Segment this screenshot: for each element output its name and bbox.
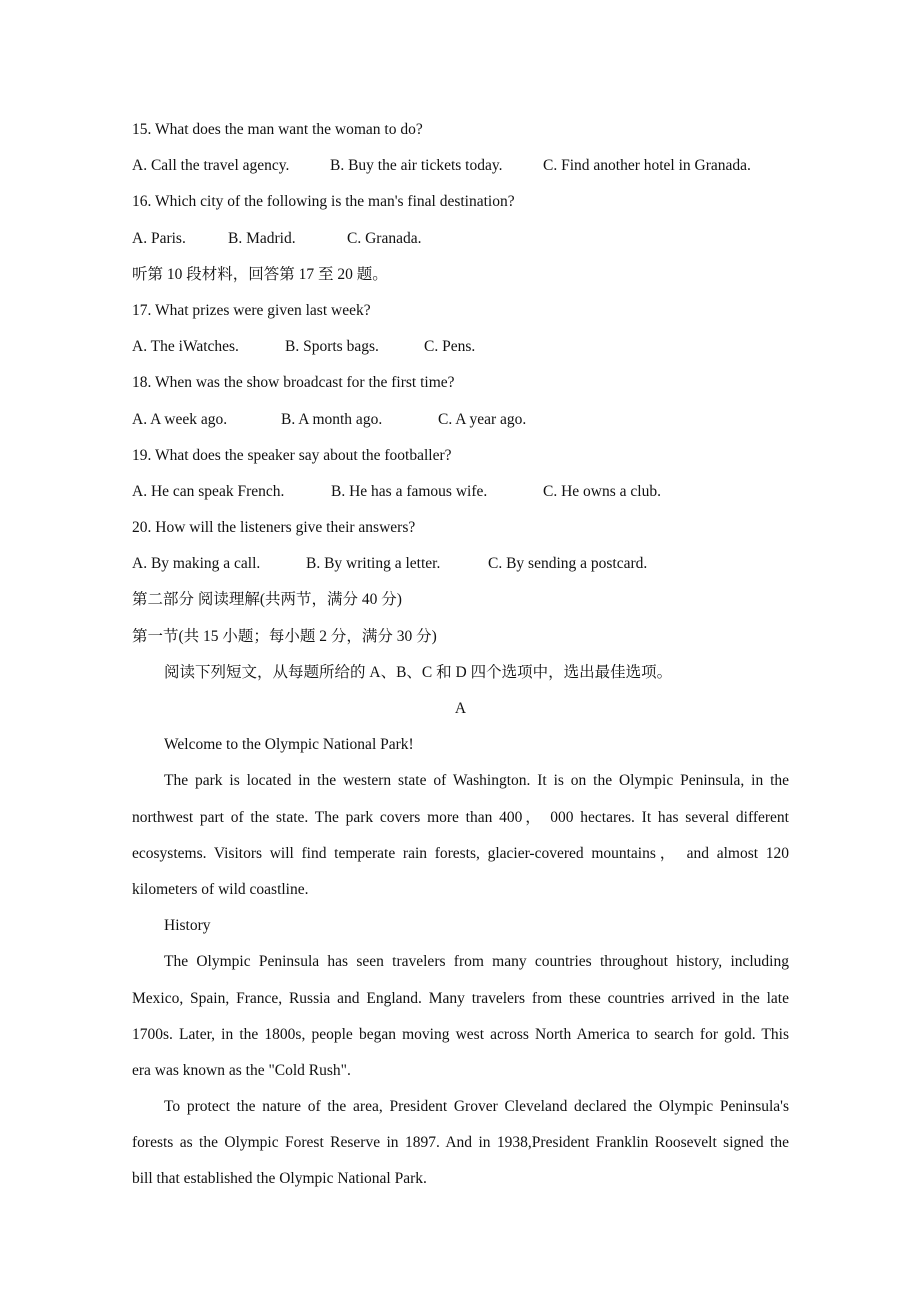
question-text: 16. Which city of the following is the man's final destination?: [132, 193, 515, 211]
paragraph-line: forests as the Olympic Forest Reserve in 1897. And in 1938,President Franklin Roosevelt signed the: [132, 1134, 789, 1152]
passage-label: A: [454, 700, 467, 717]
section-instruction: 听第 10 段材料，回答第 17 至 20 题。: [132, 265, 388, 283]
answer-option: B. Madrid.: [228, 229, 296, 247]
paragraph-line: ecosystems. Visitors will find temperate rain forests, glacier-covered mountains， and almost 120: [132, 844, 789, 862]
answer-option: C. Pens.: [424, 338, 476, 356]
paragraph-line: The Olympic Peninsula has seen travelers from many countries throughout history, including: [164, 953, 789, 971]
instruction: 阅读下列短文，从每题所给的 A、B、C 和 D 四个选项中，选出最佳选项。: [164, 663, 673, 681]
part-heading: 第二部分 阅读理解(共两节，满分 40 分): [132, 591, 402, 609]
answer-option: A. A week ago.: [132, 410, 228, 428]
answer-option: A. Call the travel agency.: [132, 157, 290, 175]
options-row: [132, 546, 789, 582]
answer-option: B. Sports bags.: [285, 338, 379, 356]
answer-option: C. Find another hotel in Granada.: [543, 157, 751, 175]
section-heading: 第一节(共 15 小题；每小题 2 分，满分 30 分): [132, 627, 437, 645]
passage-title: Welcome to the Olympic National Park!: [164, 736, 414, 754]
paragraph-line: 1700s. Later, in the 1800s, people began moving west across North America to search for gold. This: [132, 1025, 789, 1043]
answer-option: A. The iWatches.: [132, 338, 239, 356]
answer-option: B. By writing a letter.: [306, 555, 441, 573]
options-row: [132, 221, 789, 257]
question-text: 17. What prizes were given last week?: [132, 301, 371, 319]
options-row: [132, 329, 789, 365]
paragraph-line: era was known as the "Cold Rush".: [132, 1061, 351, 1079]
paragraph-line: northwest part of the state. The park covers more than 400， 000 hectares. It has several different: [132, 808, 789, 826]
answer-option: C. A year ago.: [438, 410, 527, 428]
paragraph-line: bill that established the Olympic National Park.: [132, 1170, 427, 1188]
options-row: [132, 474, 789, 510]
section-subheading: History: [164, 917, 211, 935]
answer-option: B. He has a famous wife.: [331, 482, 488, 500]
question-text: 19. What does the speaker say about the footballer?: [132, 446, 452, 464]
paragraph-line: The park is located in the western state of Washington. It is on the Olympic Peninsula, in the: [164, 772, 789, 790]
answer-option: B. Buy the air tickets today.: [330, 157, 503, 175]
question-text: 20. How will the listeners give their answers?: [132, 519, 416, 537]
paragraph-line: kilometers of wild coastline.: [132, 880, 309, 898]
question-text: 15. What does the man want the woman to do?: [132, 121, 423, 138]
answer-option: A. By making a call.: [132, 555, 261, 573]
answer-option: C. By sending a postcard.: [488, 555, 648, 573]
answer-option: A. He can speak French.: [132, 482, 285, 500]
answer-option: C. Granada.: [347, 229, 422, 247]
answer-option: C. He owns a club.: [543, 482, 661, 500]
document-content: [132, 112, 789, 1198]
answer-option: A. Paris.: [132, 229, 186, 247]
question-text: 18. When was the show broadcast for the first time?: [132, 374, 455, 392]
options-row: [132, 402, 789, 438]
paragraph-line: Mexico, Spain, France, Russia and England. Many travelers from these countries arrived in the late: [132, 989, 789, 1007]
options-row: [132, 148, 789, 184]
paragraph-line: To protect the nature of the area, President Grover Cleveland declared the Olympic Peninsula's: [164, 1098, 789, 1116]
answer-option: B. A month ago.: [281, 410, 383, 428]
